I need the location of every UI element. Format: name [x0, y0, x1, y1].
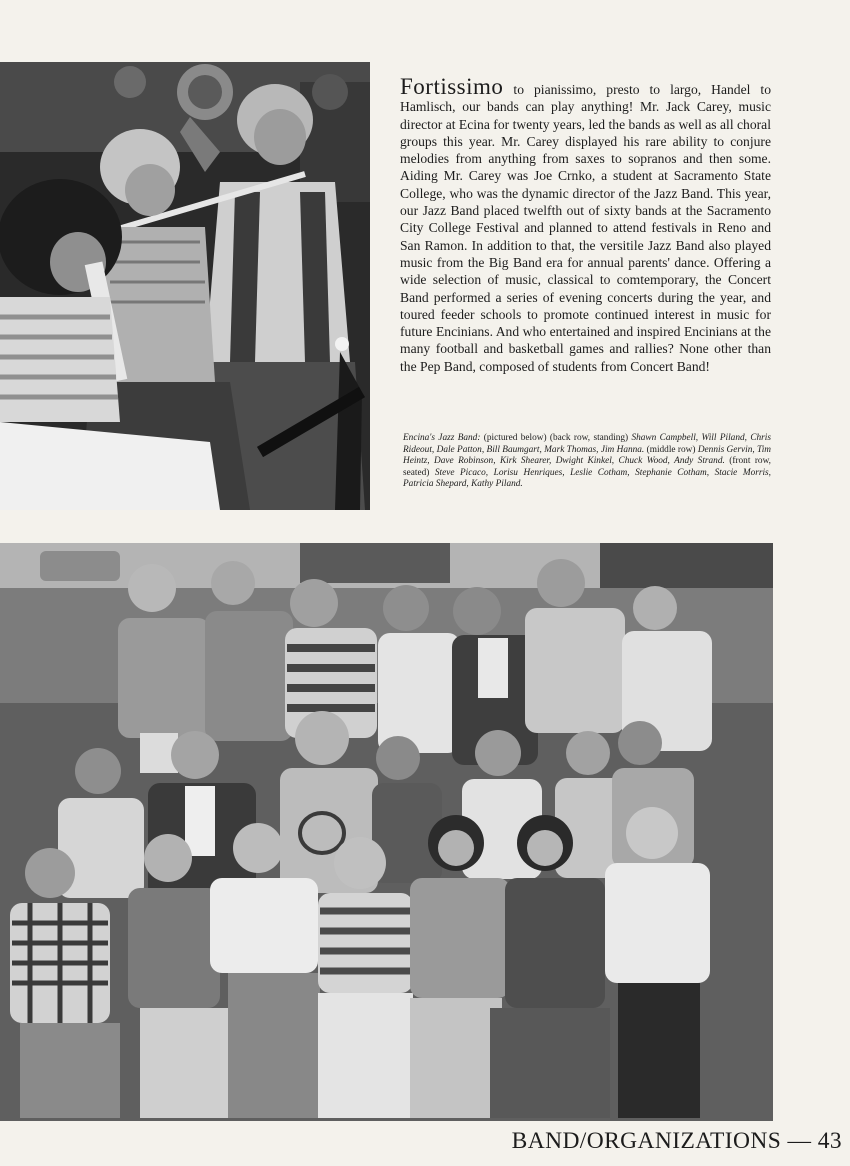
page-folio: BAND/ORGANIZATIONS — 43 — [511, 1128, 842, 1154]
band-rehearsal-photo — [0, 62, 370, 510]
caption-intro: (pictured below) (back row, standing) — [483, 433, 629, 443]
caption-back-row: Shawn Campbell, Will Piland, Chris Rideout, Dale Patton, Bill Baumgart, Mark Thomas, Jim Hanna. — [403, 433, 771, 455]
caption-title: Encina's Jazz Band: — [403, 433, 481, 443]
article-body — [400, 74, 771, 375]
caption-middle-row: Dennis Gervin, Tim Heintz, Dave Robinson, Kirk Shearer, Dwight Kinkel, Chuck Wood, Andy Strand. — [403, 444, 772, 467]
jazz-band-group-photo — [0, 543, 773, 1121]
caption-front-row: Steve Picaco, Lorisu Henriques, Leslie Cotham, Stephanie Cotham, Stacie Morris, Patricia Shepard, Kathy Piland. — [403, 467, 771, 490]
jazz-band-caption — [403, 433, 771, 491]
article-lead-word: Fortissimo — [400, 74, 504, 99]
caption-middle-label: (middle row) — [646, 444, 696, 455]
article-text: to pianissimo, presto to largo, Handel to Hamlisch, our bands can play anything! Mr. Jack Carey, music director at Ecina for twenty years, led the bands as well as all choral groups this year. Mr. Carey displayed his rare ability to conjure melodies from anything from saxes to sopranos and then some. Aiding Mr. Carey was Joe Crnko, a student at Sacramento State College, who was the dynamic director of the Jazz Band. This year, our Jazz Band placed twelfth out of sixty bands at the Sacramento City College Festival and planned to attend festivals in Reno and San Ramon. In addition to that, the versitile Jazz Band also played music from the Big Band era for annual parents' dance. Offering a wide selection of music, classical to comtemporary, the Concert Band performed a series of evening concerts during the year, and toured feeder schools to promote continued interest in music for future Encinians. And who entertained and inspired Encinians at the many football and basketball games and rallies? None other than the Pep Band, composed of students from Concert Band! — [400, 82, 771, 374]
caption-front-label: (front row, seated) — [403, 456, 772, 478]
